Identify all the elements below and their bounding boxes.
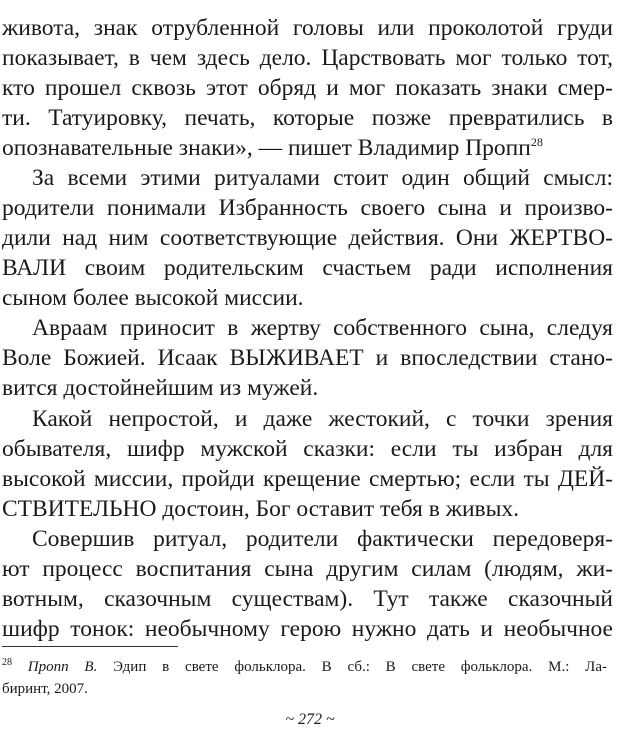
page-number: ~ 272 ~ (285, 711, 335, 728)
text-line: Совершив ритуал, родители фактически передоверя- (32, 526, 613, 552)
text-line: показывает, в чем здесь дело. Царствовать мог только тот, (2, 45, 613, 71)
text-line: высокой миссии, пройди крещение смертью; если ты ДЕЙ- (2, 466, 613, 492)
text-line: ют процесс воспитания сына другим силам (людям, жи- (2, 556, 613, 582)
footnote-number: 28 (2, 657, 12, 668)
text-line: Авраам приносит в жертву собственного сына, следуя (32, 315, 613, 341)
footnote (2, 656, 607, 678)
footnote-author: Пропп В. (27, 659, 98, 675)
footnote-divider (2, 646, 178, 647)
text-line: родители понимали Избранность своего сына и произво- (2, 195, 613, 221)
text-line: шифр тонок: необычному герою нужно дать и необычное (2, 616, 613, 642)
text-line: За всеми этими ритуалами стоит один общий смысл: (32, 165, 613, 191)
text-line: СТВИТЕЛЬНО достоин, Бог оставит тебя в живых. (2, 496, 520, 522)
text-line: сыном более высокой миссии. (2, 285, 304, 311)
text-line: обывателя, шифр мужской сказки: если ты избран для (2, 436, 613, 462)
text-line: ВАЛИ своим родительским счастьем ради исполнения (2, 255, 613, 281)
text-line-content: опознавательные знаки», — пишет Владимир Пропп (2, 135, 531, 161)
text-line: дили над ним соответствующие действия. Они ЖЕРТВО- (2, 225, 613, 251)
footnote-reference[interactable]: 28 (530, 135, 543, 150)
footnote-text: Эдип в свете фольклора. В сб.: В свете фольклора. М.: Ла- (97, 659, 607, 675)
text-line: Воле Божией. Исаак ВЫЖИВАЕТ и впоследствии стано- (2, 345, 613, 371)
text-line: вится достойнейшим из мужей. (2, 375, 319, 401)
footnote-text-continuation: биринт, 2007. (2, 681, 88, 697)
text-line: Какой непростой, и даже жестокий, с точки зрения (32, 406, 613, 432)
text-line (2, 133, 613, 163)
text-line: кто прошел сквозь этот обряд и мог показать знаки смер- (2, 75, 613, 101)
text-line: ти. Татуировку, печать, которые позже превратились в (2, 105, 613, 131)
text-line: живота, знак отрубленной головы или проколотой груди (2, 15, 613, 41)
text-line: вотным, сказочным существам). Тут также сказочный (2, 586, 613, 612)
